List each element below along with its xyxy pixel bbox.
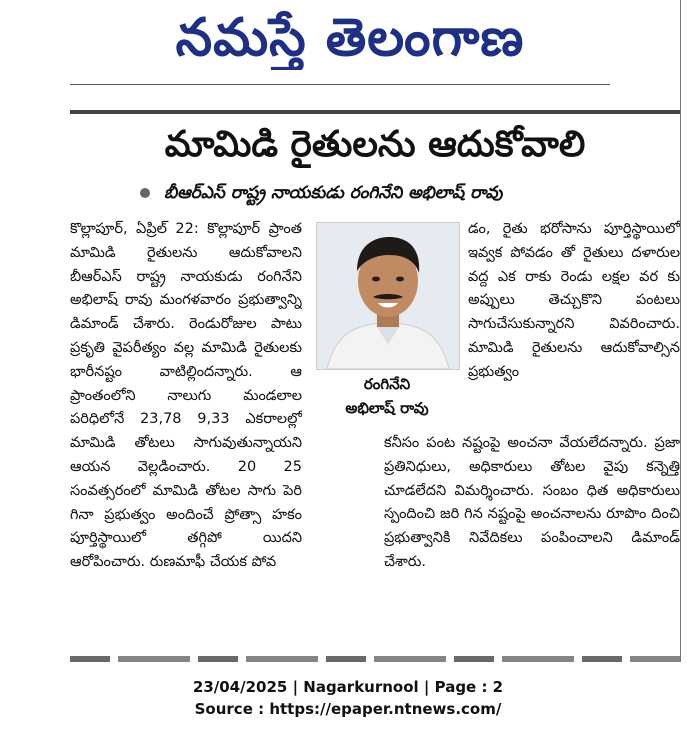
footer-date-edition: 23/04/2025 | Nagarkurnool | Page : 2 [192,678,504,696]
portrait-image [317,223,459,369]
article-subheadline [140,178,680,208]
article-column-left: కొల్లాపూర్, ఏప్రిల్ 22: కొల్లాపూర్ ప్రాంత మామిడి రైతులను ఆదుకోవాలని బీఆర్ఎస్ రాష్ట్ర నాయకుడు రంగినేని అభిలాష్ రావు మంగళవారం ప్రభుత్వాన్ని డిమాండ్ చేశారు. రెండురోజుల పాటు ప్రకృతి వైపరీత్యం వల్ల మామిడి రైతులకు భారీనష్టం వాటిల్లిందన్నారు. ఆ ప్రాంతంలోని నాలుగు మండలాల పరిధిలోనే 23,78 9,33 ఎకరాలల్లో మామిడి తోటలు సాగువుతున్నాయని ఆయన వెల్లడించారు. 20 25 సంవత్సరంలో మామిడి తోటల సాగు పెరి గినా ప్రభుత్వం అందించే ప్రోత్సా హకం పూర్తిస్థాయిలో తగ్గిపో యిదని ఆరోపించారు. రుణమాఫీ చేయక పోవ [70,221,302,571]
footer-source: Source : https://epaper.ntnews.com/ [194,700,502,718]
article-column-right-top: డం, రైతు భరోసాను పూర్తిస్థాయిలో ఇవ్వక పోవడం తో రైతులు దళారుల వద్ద ఎక రాకు రెండు లక్షల వర కు అప్పులు తెచ్చుకొని పంటలు సాగుచేసుకున్నారని వివరించారు. మామిడి రైతులను ఆదుకోవాల్సిన ప్రభుత్వం [468,221,680,380]
caption-name-line2: అభిలాష్ రావు [345,399,429,417]
masthead-rule [70,84,610,85]
next-article-strip [70,656,680,662]
photo-caption [316,372,458,424]
newspaper-masthead: నమస్తే తెలంగాణ [175,8,525,68]
headline-rule [70,110,680,114]
subheadline-text: బీఆర్ఎస్ రాష్ట్ర నాయకుడు రంగినేని అభిలాష్ రావు [164,183,503,203]
article-column-right-bottom: కనీసం పంట నష్టంపై అంచనా వేయలేదన్నారు. ప్రజా ప్రతినిధులు, అధికారులు తోటల వైపు కన్నెత్తి చూడలేదని విమర్శించారు. సంబం ధిత అధికారులు స్పందించి జరి గిన నష్టంపై అంచనాలను రూపొం దించి ప్రభుత్వానికి నివేదికలు పంపించాలని డిమాండ్ చేశారు. [384,435,680,570]
footer [0,676,696,720]
article-headline: మామిడి రైతులను ఆదుకోవాలి [164,124,586,165]
portrait-photo [316,222,460,370]
caption-name-line1: రంగినేని [363,375,411,393]
bullet-icon [140,188,150,198]
